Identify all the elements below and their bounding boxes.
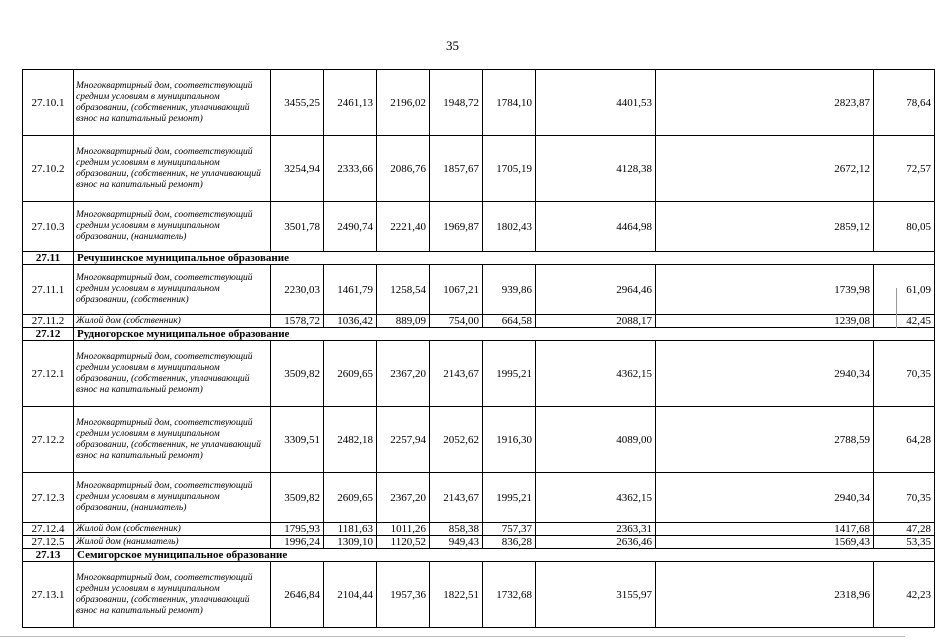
section-title: Семигорское муниципальное образование (74, 549, 935, 562)
value-cell: 3455,25 (271, 70, 324, 136)
value-cell: 2104,44 (324, 562, 377, 628)
value-cell: 1822,51 (430, 562, 483, 628)
value-cell: 2788,59 (656, 407, 874, 473)
table-row (23, 536, 935, 549)
row-code: 27.10.3 (23, 202, 74, 252)
value-cell: 3254,94 (271, 136, 324, 202)
table-row (23, 70, 935, 136)
row-description: Многоквартирный дом, соответствующий средним условиям в муниципальном образовании, (наниматель) (74, 202, 271, 252)
table-row (23, 315, 935, 328)
table-row (23, 523, 935, 536)
value-cell: 2052,62 (430, 407, 483, 473)
value-cell: 2940,34 (656, 473, 874, 523)
value-cell: 2636,46 (536, 536, 656, 549)
value-cell: 1732,68 (483, 562, 536, 628)
row-code: 27.12.5 (23, 536, 74, 549)
row-description: Жилой дом (собственник) (74, 315, 271, 328)
table-row (23, 562, 935, 628)
section-title: Рудногорское муниципальное образование (74, 328, 935, 341)
value-cell: 2609,65 (324, 473, 377, 523)
value-cell: 1239,08 (656, 315, 874, 328)
value-cell: 1258,54 (377, 265, 430, 315)
value-cell: 949,43 (430, 536, 483, 549)
row-description: Многоквартирный дом, соответствующий средним условиям в муниципальном образовании, (наниматель) (74, 473, 271, 523)
row-code: 27.12.2 (23, 407, 74, 473)
value-cell: 1120,52 (377, 536, 430, 549)
value-cell: 2823,87 (656, 70, 874, 136)
value-cell: 754,00 (430, 315, 483, 328)
value-cell: 2333,66 (324, 136, 377, 202)
row-description: Многоквартирный дом, соответствующий средним условиям в муниципальном образовании, (собственник, уплачивающий взнос на капитальный ремонт) (74, 70, 271, 136)
table-row (23, 473, 935, 523)
section-row (23, 328, 935, 341)
value-cell: 61,09 (874, 265, 935, 315)
section-code: 27.11 (23, 252, 74, 265)
row-code: 27.10.1 (23, 70, 74, 136)
value-cell: 1739,98 (656, 265, 874, 315)
table-row (23, 407, 935, 473)
row-code: 27.10.2 (23, 136, 74, 202)
value-cell: 3155,97 (536, 562, 656, 628)
value-cell: 4464,98 (536, 202, 656, 252)
value-cell: 2088,17 (536, 315, 656, 328)
value-cell: 42,23 (874, 562, 935, 628)
value-cell: 3509,82 (271, 473, 324, 523)
row-code: 27.13.1 (23, 562, 74, 628)
row-description: Жилой дом (наниматель) (74, 536, 271, 549)
value-cell: 4362,15 (536, 341, 656, 407)
value-cell: 70,35 (874, 473, 935, 523)
value-cell: 80,05 (874, 202, 935, 252)
value-cell: 1948,72 (430, 70, 483, 136)
value-cell: 1996,24 (271, 536, 324, 549)
value-cell: 1309,10 (324, 536, 377, 549)
value-cell: 757,37 (483, 523, 536, 536)
value-cell: 2230,03 (271, 265, 324, 315)
row-description: Многоквартирный дом, соответствующий средним условиям в муниципальном образовании, (собственник, не уплачивающий взнос на капитальный ремонт) (74, 136, 271, 202)
value-cell: 2367,20 (377, 473, 430, 523)
value-cell: 1578,72 (271, 315, 324, 328)
value-cell: 78,64 (874, 70, 935, 136)
value-cell: 1705,19 (483, 136, 536, 202)
value-cell: 1036,42 (324, 315, 377, 328)
value-cell: 1569,43 (656, 536, 874, 549)
row-code: 27.11.1 (23, 265, 74, 315)
value-cell: 1461,79 (324, 265, 377, 315)
row-code: 27.12.1 (23, 341, 74, 407)
value-cell: 2363,31 (536, 523, 656, 536)
value-cell: 1957,36 (377, 562, 430, 628)
value-cell: 2646,84 (271, 562, 324, 628)
value-cell: 2318,96 (656, 562, 874, 628)
value-cell: 4089,00 (536, 407, 656, 473)
value-cell: 53,35 (874, 536, 935, 549)
value-cell: 2964,46 (536, 265, 656, 315)
value-cell: 64,28 (874, 407, 935, 473)
row-code: 27.12.4 (23, 523, 74, 536)
row-description: Многоквартирный дом, соответствующий средним условиям в муниципальном образовании, (собственник, не уплачивающий взнос на капитальный ремонт) (74, 407, 271, 473)
value-cell: 2143,67 (430, 341, 483, 407)
value-cell: 664,58 (483, 315, 536, 328)
page-number: 35 (446, 38, 459, 53)
value-cell: 1802,43 (483, 202, 536, 252)
table-row (23, 202, 935, 252)
table-body (23, 70, 935, 628)
table-row (23, 265, 935, 315)
section-row (23, 252, 935, 265)
row-description: Многоквартирный дом, соответствующий средним условиям в муниципальном образовании, (собственник, уплачивающий взнос на капитальный ремонт) (74, 562, 271, 628)
value-cell: 2196,02 (377, 70, 430, 136)
value-cell: 1995,21 (483, 341, 536, 407)
value-cell: 1916,30 (483, 407, 536, 473)
value-cell: 1181,63 (324, 523, 377, 536)
value-cell: 2143,67 (430, 473, 483, 523)
value-cell: 858,38 (430, 523, 483, 536)
section-title: Речушинское муниципальное образование (74, 252, 935, 265)
row-code: 27.11.2 (23, 315, 74, 328)
value-cell: 3501,78 (271, 202, 324, 252)
value-cell: 1857,67 (430, 136, 483, 202)
value-cell: 3309,51 (271, 407, 324, 473)
value-cell: 889,09 (377, 315, 430, 328)
value-cell: 1784,10 (483, 70, 536, 136)
tariff-table (22, 69, 935, 628)
value-cell: 2609,65 (324, 341, 377, 407)
value-cell: 42,45 (874, 315, 935, 328)
value-cell: 2859,12 (656, 202, 874, 252)
value-cell: 1417,68 (656, 523, 874, 536)
table-row (23, 136, 935, 202)
edge-mark (896, 288, 897, 328)
value-cell: 1995,21 (483, 473, 536, 523)
section-code: 27.13 (23, 549, 74, 562)
section-row (23, 549, 935, 562)
value-cell: 2490,74 (324, 202, 377, 252)
value-cell: 1011,26 (377, 523, 430, 536)
value-cell: 2086,76 (377, 136, 430, 202)
value-cell: 2257,94 (377, 407, 430, 473)
section-code: 27.12 (23, 328, 74, 341)
value-cell: 2482,18 (324, 407, 377, 473)
row-code: 27.12.3 (23, 473, 74, 523)
value-cell: 836,28 (483, 536, 536, 549)
value-cell: 4401,53 (536, 70, 656, 136)
value-cell: 2461,13 (324, 70, 377, 136)
value-cell: 3509,82 (271, 341, 324, 407)
value-cell: 72,57 (874, 136, 935, 202)
value-cell: 2672,12 (656, 136, 874, 202)
value-cell: 4128,38 (536, 136, 656, 202)
value-cell: 939,86 (483, 265, 536, 315)
value-cell: 2367,20 (377, 341, 430, 407)
value-cell: 1969,87 (430, 202, 483, 252)
value-cell: 4362,15 (536, 473, 656, 523)
bottom-rule (0, 636, 905, 637)
row-description: Многоквартирный дом, соответствующий средним условиям в муниципальном образовании, (собственник, уплачивающий взнос на капитальный ремонт) (74, 341, 271, 407)
row-description: Многоквартирный дом, соответствующий средним условиям в муниципальном образовании, (собственник) (74, 265, 271, 315)
value-cell: 2940,34 (656, 341, 874, 407)
value-cell: 1067,21 (430, 265, 483, 315)
value-cell: 1795,93 (271, 523, 324, 536)
value-cell: 2221,40 (377, 202, 430, 252)
row-description: Жилой дом (собственник) (74, 523, 271, 536)
value-cell: 47,28 (874, 523, 935, 536)
table-row (23, 341, 935, 407)
value-cell: 70,35 (874, 341, 935, 407)
